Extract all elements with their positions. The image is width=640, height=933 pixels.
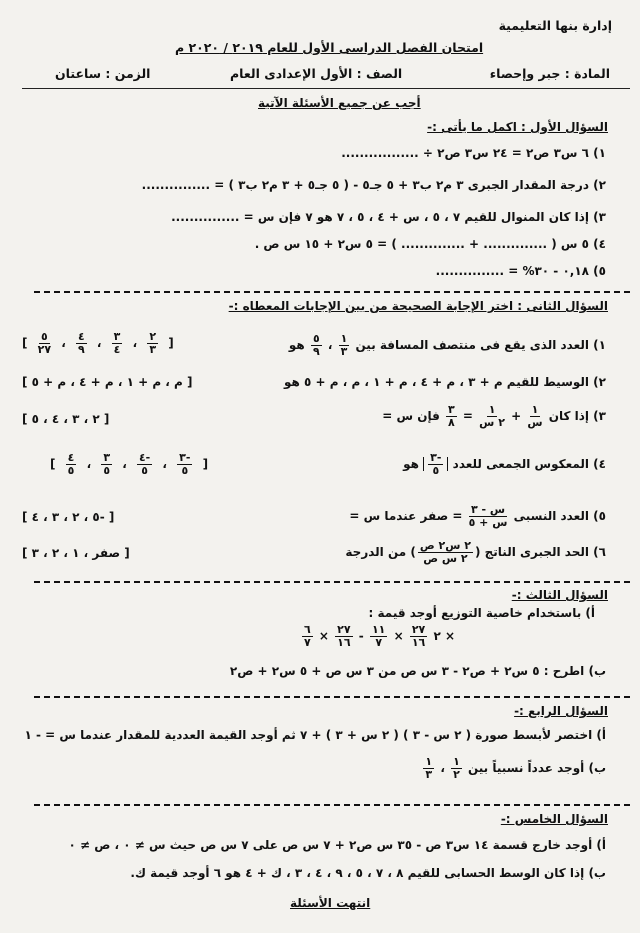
option: $\frac{٥}{٢٧}$ xyxy=(37,330,52,356)
fraction: $\frac{١١}{٧}$ xyxy=(371,623,386,649)
q1-item-2: ٢) درجة المقدار الجبرى ٣ م٢ ب٣ + ٥ جـ٥ - ( ٥ جـ٥ + ٣ م٢ ب٣ ) = ............... xyxy=(141,178,606,192)
option: $\frac{٢}{٣}$ xyxy=(149,330,157,356)
exam-title: امتحان الفصل الدراسى الأول للعام ٢٠١٩ / ٢٠٢٠ م xyxy=(175,40,484,55)
q1-item-4: ٤) ٥ س ( .............. + .............. ) = ٥ س٢ + ١٥ س ص . xyxy=(254,237,606,251)
fraction: $\frac{١}{٣}$ xyxy=(425,755,433,781)
q2-item-6-options: [ صفر ، ١ ، ٢ ، ٣ ] xyxy=(22,546,130,560)
q2-item-5-options: [ -٥ ، ٢ ، ٣ ، ٤ ] xyxy=(22,510,115,524)
q5-part-a: أ) أوجد خارج قسمة ١٤ س٣ ص - ٣٥ س ص٢ + ٧ س ص على ٧ س ص حيث س ≠ ٠ ، ص ≠ ٠ xyxy=(68,838,606,852)
q1-item-1: ١) ٦ س٣ ص٢ = ٢٤ س٣ ص٢ ÷ ................. xyxy=(341,146,606,160)
option: $\frac{-٣}{٥}$ xyxy=(179,451,191,477)
option: $\frac{٣}{٤}$ xyxy=(113,330,121,356)
q2-item-4: ٤) المعكوس الجمعى للعدد $\frac{-٣}{٥}$ هو xyxy=(403,451,606,477)
option: $\frac{٤}{٥}$ xyxy=(67,451,75,477)
q2-item-1-options: [ $\frac{٢}{٣}$ ، $\frac{٣}{٤}$ ، $\frac{٤}{٩}$ ، $\frac{٥}{٢٧}$ ] xyxy=(22,330,174,356)
subject-label: المادة : جبر وإحصاء xyxy=(489,66,610,81)
q2-item-1: ١) العدد الذى يقع فى منتصف المسافة بين $\frac{١}{٣}$ ، $\frac{٥}{٩}$ هو xyxy=(288,332,606,358)
q2-title: السؤال الثانى : اختر الإجابة الصحيحة من بين الإجابات المعطاه :- xyxy=(228,299,608,313)
q3-title: السؤال الثالث :- xyxy=(511,588,608,602)
fraction: $\frac{٦}{٧}$ xyxy=(304,623,311,649)
q1-item-3: ٣) إذا كان المنوال للقيم ٧ ، ٥ ، س + ٤ ، ٥ ، ٧ هو ٧ فإن س = ............... xyxy=(171,210,606,224)
q5-part-b: ب) إذا كان الوسط الحسابى للقيم ٨ ، ٧ ، ٥ ، ٩ ، ٤ ، ٣ ، ك + ٤ هو ٦ أوجد قيمة ك. xyxy=(130,866,606,880)
option: $\frac{-٤}{٥}$ xyxy=(138,451,151,477)
q2-item-4-options: [ $\frac{-٣}{٥}$ ، $\frac{-٤}{٥}$ ، $\frac{٣}{٥}$ ، $\frac{٤}{٥}$ ] xyxy=(50,451,209,477)
option: $\frac{٤}{٩}$ xyxy=(78,330,85,356)
q4-title: السؤال الرابع :- xyxy=(514,704,608,718)
fraction: $\frac{٢٧}{١٦}$ xyxy=(411,623,426,649)
q4-part-a: أ) اختصر لأبسط صورة ( ٢ س - ٣ ) ( ٢ س + ٣ ) + ٧ ثم أوجد القيمة العددية للمقدار عندما س = - ١ xyxy=(24,728,606,742)
q4-part-b: ب) أوجد عدداً نسبياً بين $\frac{١}{٢}$ ، $\frac{١}{٣}$ xyxy=(425,755,606,781)
q1-title: السؤال الأول : اكمل ما يأتى :- xyxy=(427,120,608,134)
fraction: $\frac{١}{\text{س}}$ xyxy=(527,403,543,429)
fraction: $\frac{١}{٣}$ xyxy=(340,332,348,358)
q2-item-5: ٥) العدد النسبى $\frac{\text{س - ٣}}{\text{س + ٥}}$ = صفر عندما س = xyxy=(349,503,606,529)
fraction: $\frac{٥}{٩}$ xyxy=(312,332,320,358)
time-label: الزمن : ساعتان xyxy=(55,66,151,81)
section-divider-1 xyxy=(34,291,630,293)
section-divider-2 xyxy=(34,581,630,583)
fraction: $\frac{\text{٢ س٢ ص}}{\text{٢ س ص}}$ xyxy=(419,539,471,565)
q5-title: السؤال الخامس :- xyxy=(500,812,608,826)
section-divider-3 xyxy=(34,696,630,698)
q3-part-a: أ) باستخدام خاصية التوزيع أوجد قيمة : xyxy=(368,606,595,620)
fraction: $\frac{١}{٢}$ xyxy=(453,755,460,781)
fraction: $\frac{٢٧}{١٦}$ xyxy=(337,623,351,649)
q3-expression: $\frac{٦}{٧}$ × $\frac{٢٧}{١٦}$ - $\frac{١١}{٧}$ × $\frac{٢٧}{١٦}$ ٢ × xyxy=(304,623,456,649)
q2-item-2: ٢) الوسيط للقيم م + ٣ ، م + ٤ ، م + ١ ، م ، م + ٥ هو xyxy=(283,375,606,389)
fraction: $\frac{١}{\text{٢ س}}$ xyxy=(479,403,505,429)
instructions: أجب عن جميع الأسئلة الآتية xyxy=(258,96,421,110)
q2-item-1-stem: ١) العدد الذى يقع فى منتصف المسافة بين xyxy=(355,338,606,352)
admin-name: إدارة بنها التعليمية xyxy=(498,18,612,33)
option: $\frac{٣}{٥}$ xyxy=(103,451,111,477)
q2-item-3-options: [ ٢ ، ٣ ، ٤ ، ٥ ] xyxy=(22,412,110,426)
q1-item-5: ٥) ٠,١٨ - ٣٠% = ............... xyxy=(435,264,606,278)
header-divider xyxy=(22,88,630,89)
fraction: $\frac{٣}{٨}$ xyxy=(448,403,455,429)
q3-part-b: ب) اطرح : ٥ س٢ + ص٢ - ٣ س ص من ٣ س ص + ٥ س٢ + ص٢ xyxy=(229,664,606,678)
q2-item-3: ٣) إذا كان $\frac{١}{\text{س}}$ + $\frac{١}{\text{٢ س}}$ = $\frac{٣}{٨}$ فإن س = xyxy=(382,403,606,429)
grade-label: الصف : الأول الإعدادى العام xyxy=(230,66,403,81)
absolute-value xyxy=(423,451,448,477)
footer-end: انتهت الأسئلة xyxy=(290,896,371,910)
q2-item-2-options: [ م ، م + ١ ، م + ٤ ، م + ٥ ] xyxy=(22,375,193,389)
fraction: $\frac{-٣}{٥}$ xyxy=(430,451,442,477)
section-divider-4 xyxy=(34,804,630,806)
fraction: $\frac{\text{س - ٣}}{\text{س + ٥}}$ xyxy=(468,503,508,529)
q2-item-6: ٦) الحد الجبرى الناتج ( $\frac{\text{٢ س٢ ص}}{\text{٢ س ص}}$ ) من الدرجة xyxy=(345,539,606,565)
